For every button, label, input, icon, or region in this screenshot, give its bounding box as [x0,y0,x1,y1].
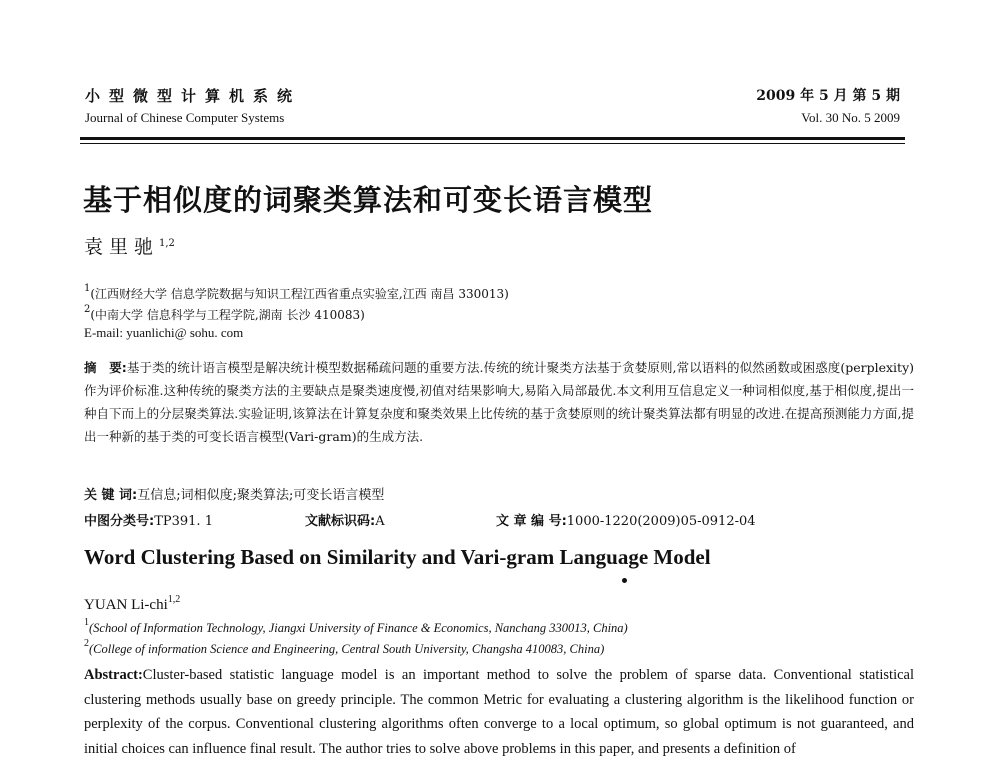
affiliation-mark: 2 [84,304,91,315]
affiliation-mark: 2 [84,638,89,649]
document-code [305,510,385,529]
issue-info-cn: 2009 年 5 月 第 5 期 [756,88,900,104]
affiliation-cn-1 [84,283,509,302]
doc-code-label: 文献标识码: [305,514,376,529]
clc-number [84,510,213,529]
affiliation-text: (江西财经大学 信息学院数据与知识工程江西省重点实验室,江西 南昌 330013) [90,287,509,301]
author-affiliation-mark: 1,2 [159,238,175,249]
issue-info-en: Vol. 30 No. 5 2009 [801,110,900,125]
author-affiliation-mark: 1,2 [167,594,181,605]
decorative-dot [622,578,627,583]
header-rule-thick [80,137,905,140]
keywords-label: 关 键 词: [84,488,138,503]
affiliation-text: (College of information Science and Engineering, Central South University, Changsha 410083, China) [89,642,605,656]
abstract-text-en: Cluster-based statistic language model is an important method to solve the problem of sparse data. Conventional statistical clustering methods usually base on greedy principle. The common Metric for evaluating a clustering algorithm is the likelihood function or perplexity of the corpus. Conventional clustering algorithms often converge to a local optimum, so global optimum is not guaranteed, and initial choices can influence final result. The author tries to solve above problems in this paper, and presents a definition of [84,667,914,757]
keywords-cn [84,484,384,503]
affiliation-text: (中南大学 信息科学与工程学院,湖南 长沙 410083) [90,308,365,322]
article-number-label: 文 章 编 号: [496,514,567,529]
abstract-text-cn: 基于类的统计语言模型是解决统计模型数据稀疏问题的重要方法.传统的统计聚类方法基于贪婪原则,常以语料的似然函数或困惑度(perplexity)作为评价标准.这种传统的聚类方法的主要缺点是聚类速度慢,初值对结果影响大,易陷入局部最优.本文利用互信息定义一种词相似度,基于相似度,提出一种自下而上的分层聚类算法.实验证明,该算法在计算复杂度和聚类效果上比传统的基于贪婪原则的统计聚类算法都有明显的改进.在提高预测能力方面,提出一种新的基于类的可变长语言模型(Vari-gram)的生成方法. [84,360,915,444]
paper-title-en: Word Clustering Based on Similarity and Vari-gram Language Model [84,545,711,569]
journal-name-en: Journal of Chinese Computer Systems [85,110,285,125]
author-cn [84,232,175,259]
affiliation-text: (School of Information Technology, Jiangxi University of Finance & Economics, Nanchang 330013, China) [89,621,628,635]
abstract-label-en: Abstract: [84,667,143,683]
abstract-cn [84,356,914,448]
affiliation-mark: 1 [84,617,89,628]
journal-name-cn: 小型微型计算机系统 [85,87,302,105]
abstract-label-cn: 摘 要: [84,360,127,375]
keywords-text: 互信息;词相似度;聚类算法;可变长语言模型 [137,488,385,503]
affiliation-en-1 [84,617,628,636]
affiliation-cn-2 [84,304,365,323]
author-en [84,594,180,614]
abstract-en [84,663,914,761]
doc-code-value: A [375,514,385,529]
article-number [496,510,756,529]
header-rule-thin [80,143,905,144]
author-name-en: YUAN Li-chi [84,597,168,613]
paper-title-cn: 基于相似度的词聚类算法和可变长语言模型 [83,183,654,217]
author-name-cn: 袁里驰 [84,236,160,258]
author-email: E-mail: yuanlichi@ sohu. com [84,325,244,340]
clc-value: TP391. 1 [154,514,213,529]
clc-label: 中图分类号: [84,514,155,529]
affiliation-mark: 1 [84,283,91,294]
article-number-value: 1000-1220(2009)05-0912-04 [566,514,756,529]
affiliation-en-2 [84,638,604,657]
